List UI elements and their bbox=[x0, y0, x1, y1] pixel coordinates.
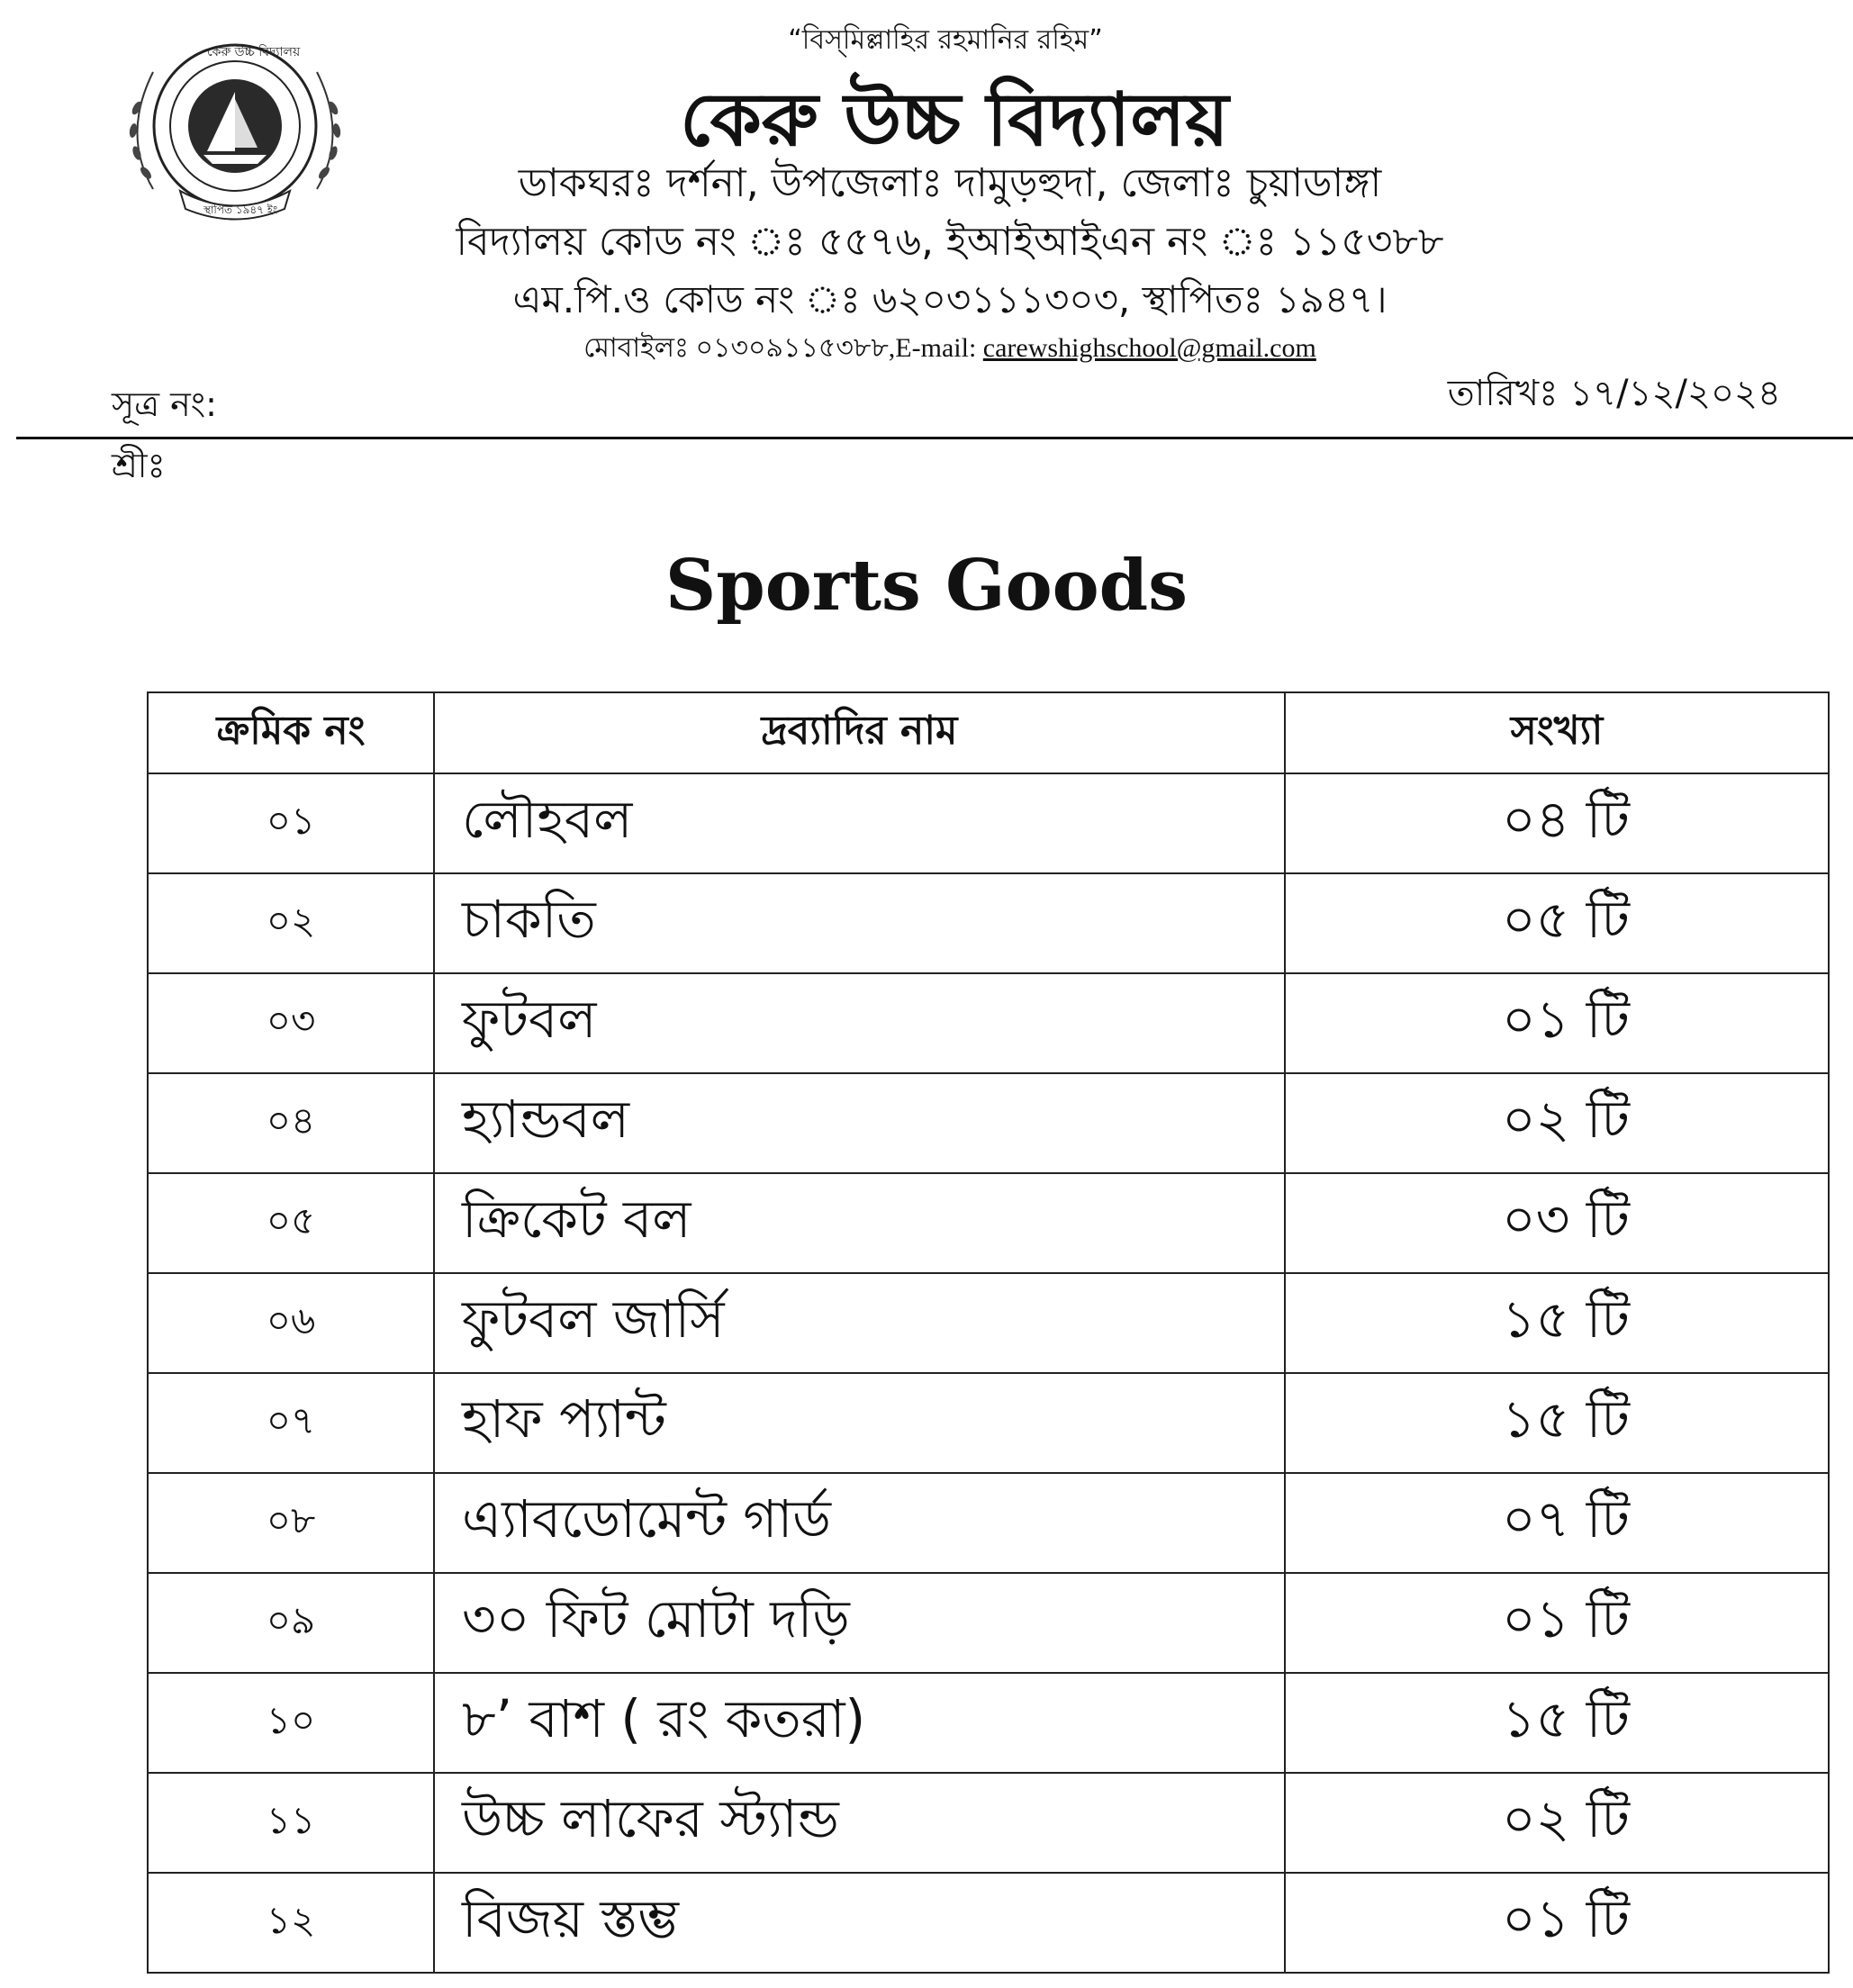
serial-cell: ০৭ bbox=[148, 1373, 434, 1473]
logo-text-bottom: স্থাপিত ১৯৪৭ ইং bbox=[203, 203, 278, 216]
serial-cell: ০৬ bbox=[148, 1273, 434, 1373]
table-row bbox=[148, 1673, 1829, 1773]
item-cell: এ্যাবডোমেন্ট গার্ড bbox=[434, 1473, 1285, 1573]
serial-cell: ০১ bbox=[148, 773, 434, 873]
serial-cell: ০৪ bbox=[148, 1073, 434, 1173]
item-cell: বিজয় স্তম্ভ bbox=[434, 1873, 1285, 1973]
serial-cell: ১১ bbox=[148, 1773, 434, 1873]
quantity-cell: ০৫ টি bbox=[1285, 873, 1829, 973]
serial-cell: ০৩ bbox=[148, 973, 434, 1073]
item-cell: চাকতি bbox=[434, 873, 1285, 973]
item-cell: হাফ প্যান্ট bbox=[434, 1373, 1285, 1473]
document-date: তারিখঃ ১৭/১২/২০২৪ bbox=[1447, 373, 1781, 414]
quantity-cell: ০১ টি bbox=[1285, 973, 1829, 1073]
sri-label: শ্রীঃ bbox=[112, 446, 166, 485]
table-header-row bbox=[148, 692, 1829, 773]
serial-cell: ০২ bbox=[148, 873, 434, 973]
quantity-cell: ০১ টি bbox=[1285, 1573, 1829, 1673]
table-row bbox=[148, 1373, 1829, 1473]
school-logo bbox=[117, 36, 353, 223]
item-cell: ক্রিকেট বল bbox=[434, 1173, 1285, 1273]
quantity-cell: ০৪ টি bbox=[1285, 773, 1829, 873]
item-cell: হ্যান্ডবল bbox=[434, 1073, 1285, 1173]
table-row bbox=[148, 1073, 1829, 1173]
mobile-label: মোবাইলঃ ০১৩০৯১১৫৩৮৮,E-mail: bbox=[583, 333, 983, 363]
quantity-cell: ০১ টি bbox=[1285, 1873, 1829, 1973]
table-row bbox=[148, 973, 1829, 1073]
serial-cell: ০৯ bbox=[148, 1573, 434, 1673]
serial-cell: ০৫ bbox=[148, 1173, 434, 1273]
item-cell: লৌহবল bbox=[434, 773, 1285, 873]
quantity-cell: ০২ টি bbox=[1285, 1773, 1829, 1873]
item-cell: ফুটবল জার্সি bbox=[434, 1273, 1285, 1373]
table-row bbox=[148, 1573, 1829, 1673]
quantity-cell: ০২ টি bbox=[1285, 1073, 1829, 1173]
quantity-cell: ১৫ টি bbox=[1285, 1373, 1829, 1473]
mpo-code-line: এম.পি.ও কোড নং ঃ ৬২০৩১১১৩০৩, স্থাপিতঃ ১৯৪৭। bbox=[512, 277, 1387, 321]
serial-cell: ১২ bbox=[148, 1873, 434, 1973]
table-row bbox=[148, 1873, 1829, 1973]
table-row bbox=[148, 773, 1829, 873]
bismillah-text: “বিস্‌মিল্লাহির রহমানির রহিম” bbox=[788, 24, 1103, 56]
document-title: Sports Goods bbox=[664, 545, 1189, 627]
quantity-cell: ১৫ টি bbox=[1285, 1273, 1829, 1373]
header-divider bbox=[16, 437, 1853, 439]
item-cell: ৮’ বাশ ( রং কতরা) bbox=[434, 1673, 1285, 1773]
table-row bbox=[148, 1273, 1829, 1373]
item-cell: উচ্চ লাফের স্ট্যান্ড bbox=[434, 1773, 1285, 1873]
column-header-quantity: সংখ্যা bbox=[1285, 692, 1829, 773]
reference-number-label: সূত্র নং: bbox=[112, 384, 217, 424]
quantity-cell: ০৩ টি bbox=[1285, 1173, 1829, 1273]
school-code-line: বিদ্যালয় কোড নং ঃ ৫৫৭৬, ইআইআইএন নং ঃ ১১৫৩৮৮ bbox=[456, 219, 1444, 265]
table-row bbox=[148, 873, 1829, 973]
school-address: ডাকঘরঃ দর্শনা, উপজেলাঃ দামুড়হুদা, জেলাঃ চুয়াডাঙ্গা bbox=[518, 160, 1382, 206]
logo-text-top: কেরু উচ্চ বিদ্যালয় bbox=[207, 45, 301, 59]
school-name: কেরু উচ্চ বিদ্যালয় bbox=[680, 77, 1229, 163]
item-cell: ফুটবল bbox=[434, 973, 1285, 1073]
table-row bbox=[148, 1173, 1829, 1273]
quantity-cell: ১৫ টি bbox=[1285, 1673, 1829, 1773]
column-header-item: দ্রব্যাদির নাম bbox=[434, 692, 1285, 773]
serial-cell: ১০ bbox=[148, 1673, 434, 1773]
item-cell: ৩০ ফিট মোটা দড়ি bbox=[434, 1573, 1285, 1673]
table-row bbox=[148, 1773, 1829, 1873]
column-header-serial: ক্রমিক নং bbox=[148, 692, 434, 773]
serial-cell: ০৮ bbox=[148, 1473, 434, 1573]
quantity-cell: ০৭ টি bbox=[1285, 1473, 1829, 1573]
contact-line bbox=[450, 326, 1450, 372]
email-link[interactable]: carewshighschool@gmail.com bbox=[982, 333, 1316, 363]
sports-goods-table bbox=[147, 691, 1830, 1974]
table-row bbox=[148, 1473, 1829, 1573]
